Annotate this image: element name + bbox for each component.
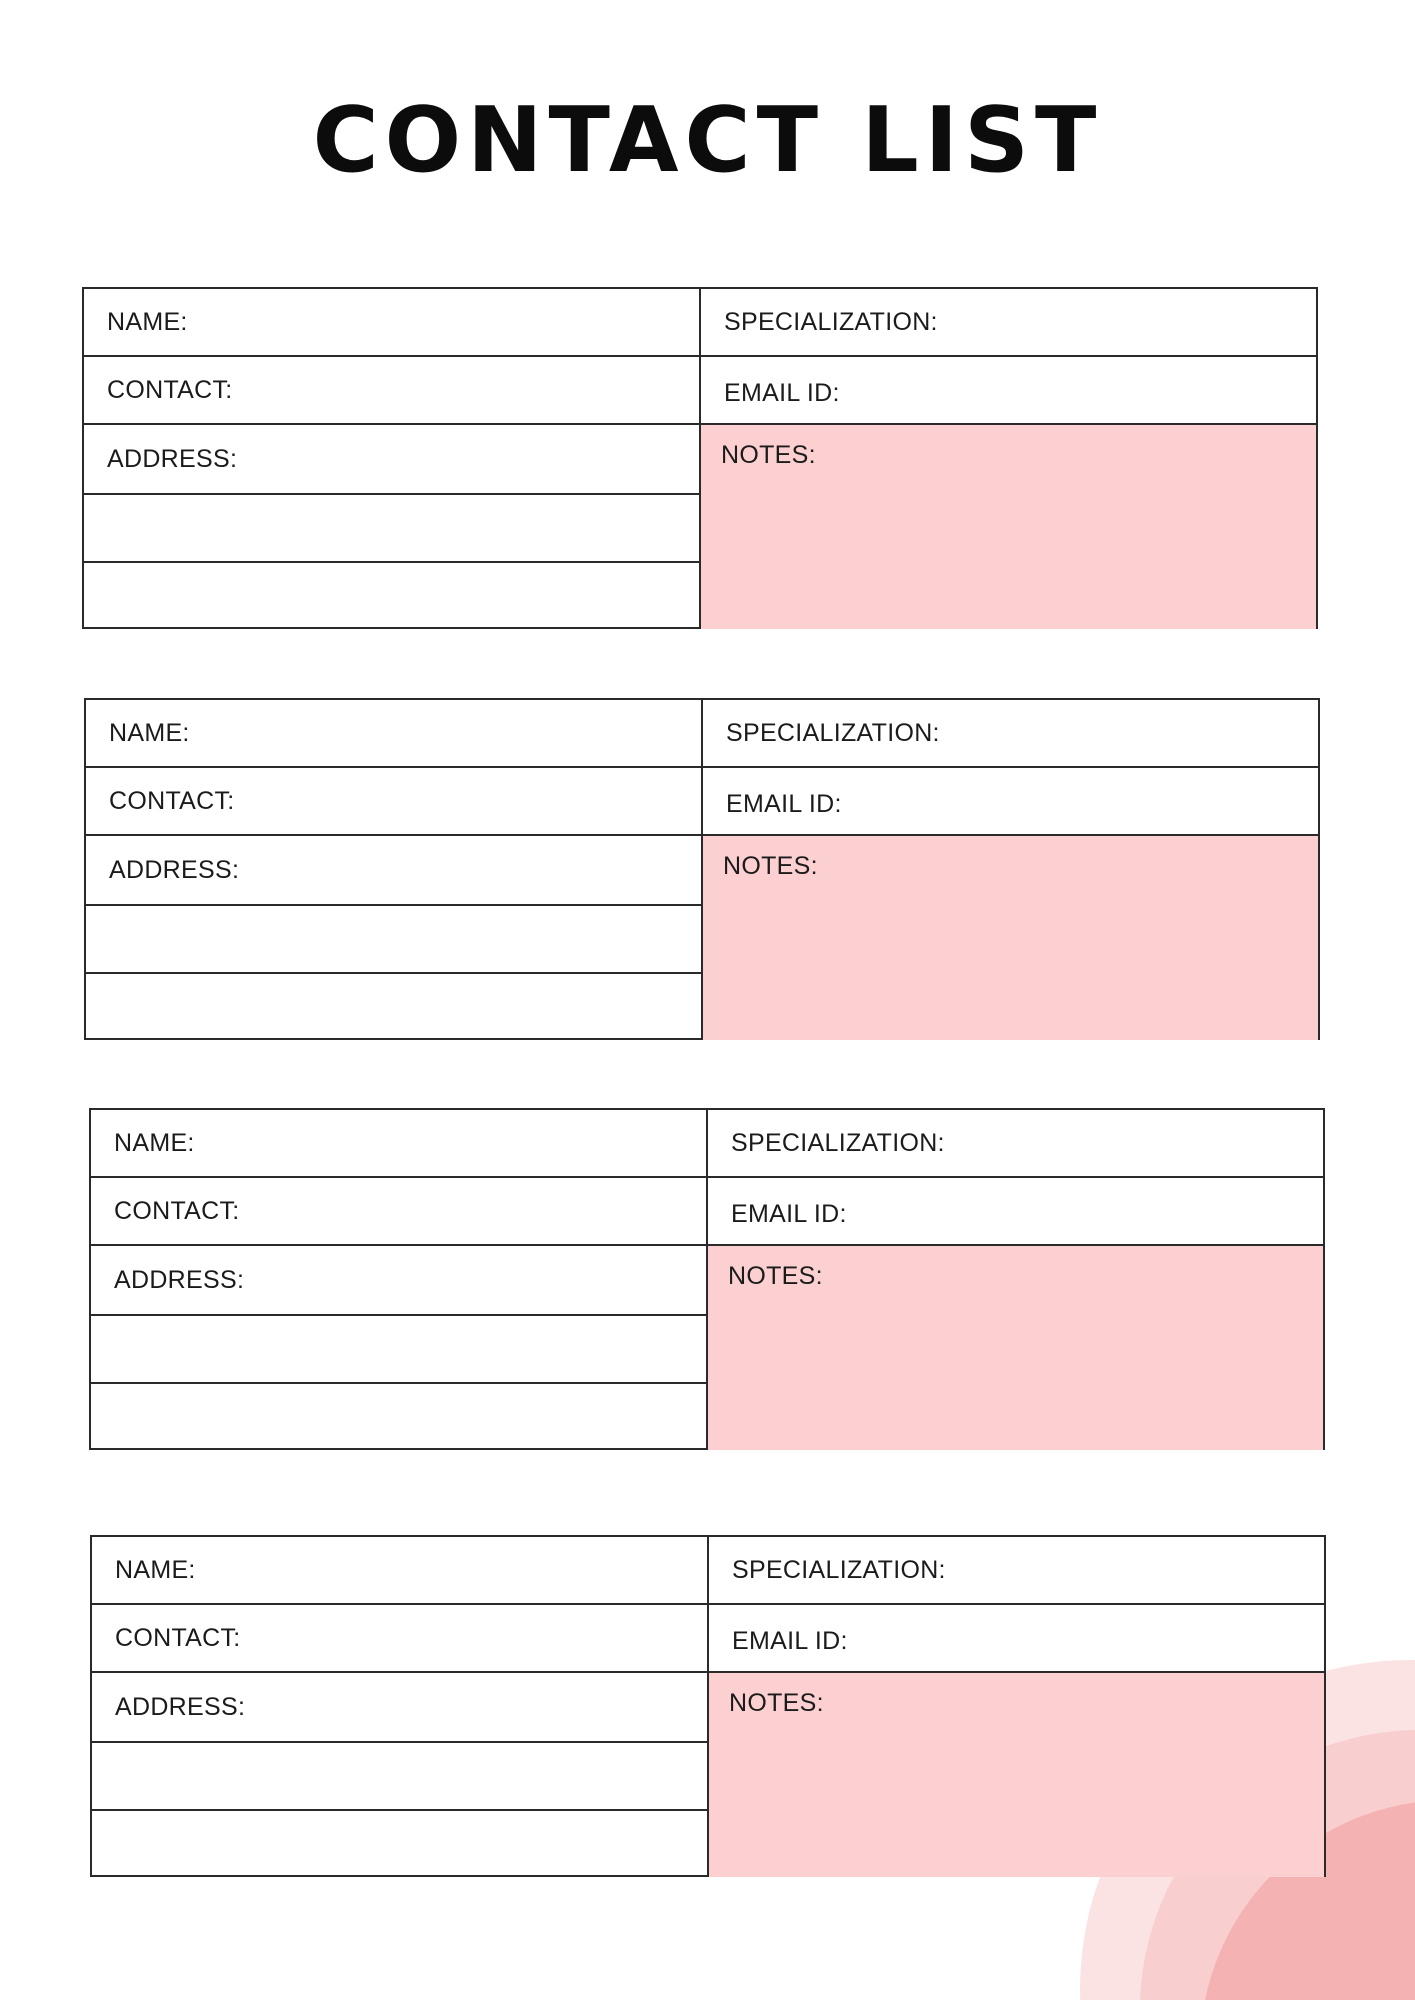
specialization-field[interactable] [703, 700, 1318, 768]
contact-field[interactable] [86, 768, 701, 836]
address-line-3[interactable] [92, 1811, 707, 1877]
address-line-2[interactable] [84, 495, 699, 563]
email-label: EMAIL ID: [726, 789, 842, 818]
card-right-column [703, 700, 1318, 1040]
email-field[interactable] [703, 768, 1318, 836]
notes-label: NOTES: [721, 441, 816, 469]
email-label: EMAIL ID: [731, 1199, 847, 1228]
email-label: EMAIL ID: [732, 1626, 848, 1655]
contact-label: CONTACT: [107, 375, 233, 404]
notes-label: NOTES: [728, 1262, 823, 1290]
contact-label: CONTACT: [114, 1196, 240, 1225]
name-label: NAME: [107, 307, 188, 336]
card-right-column [701, 289, 1316, 629]
address-field[interactable] [92, 1673, 707, 1743]
address-field[interactable] [86, 836, 701, 906]
address-label: ADDRESS: [114, 1265, 245, 1294]
card-right-column [709, 1537, 1324, 1877]
contact-card [82, 287, 1318, 629]
contact-card [89, 1108, 1325, 1450]
contact-field[interactable] [91, 1178, 706, 1246]
name-field[interactable] [86, 700, 701, 768]
card-left-column [84, 289, 701, 629]
card-left-column [86, 700, 703, 1040]
contact-field[interactable] [84, 357, 699, 425]
notes-area[interactable] [701, 425, 1316, 629]
page-title: CONTACT LIST [312, 88, 1103, 193]
email-label: EMAIL ID: [724, 378, 840, 407]
card-right-column [708, 1110, 1323, 1450]
address-line-2[interactable] [86, 906, 701, 974]
address-line-3[interactable] [86, 974, 701, 1040]
specialization-field[interactable] [709, 1537, 1324, 1605]
contact-label: CONTACT: [109, 786, 235, 815]
notes-area[interactable] [709, 1673, 1324, 1877]
notes-label: NOTES: [729, 1689, 824, 1717]
notes-label: NOTES: [723, 852, 818, 880]
name-label: NAME: [109, 718, 190, 747]
address-label: ADDRESS: [115, 1692, 246, 1721]
notes-area[interactable] [703, 836, 1318, 1040]
specialization-label: SPECIALIZATION: [724, 307, 938, 336]
specialization-label: SPECIALIZATION: [731, 1128, 945, 1157]
name-label: NAME: [114, 1128, 195, 1157]
contact-card [90, 1535, 1326, 1877]
address-line-2[interactable] [92, 1743, 707, 1811]
address-line-2[interactable] [91, 1316, 706, 1384]
address-line-3[interactable] [84, 563, 699, 629]
contact-field[interactable] [92, 1605, 707, 1673]
specialization-field[interactable] [708, 1110, 1323, 1178]
name-field[interactable] [92, 1537, 707, 1605]
address-field[interactable] [84, 425, 699, 495]
address-field[interactable] [91, 1246, 706, 1316]
contact-label: CONTACT: [115, 1623, 241, 1652]
specialization-label: SPECIALIZATION: [732, 1555, 946, 1584]
email-field[interactable] [708, 1178, 1323, 1246]
name-field[interactable] [91, 1110, 706, 1178]
specialization-field[interactable] [701, 289, 1316, 357]
card-left-column [91, 1110, 708, 1450]
email-field[interactable] [701, 357, 1316, 425]
address-label: ADDRESS: [107, 444, 238, 473]
card-left-column [92, 1537, 709, 1877]
address-label: ADDRESS: [109, 855, 240, 884]
address-line-3[interactable] [91, 1384, 706, 1450]
email-field[interactable] [709, 1605, 1324, 1673]
name-field[interactable] [84, 289, 699, 357]
name-label: NAME: [115, 1555, 196, 1584]
contact-card [84, 698, 1320, 1040]
specialization-label: SPECIALIZATION: [726, 718, 940, 747]
notes-area[interactable] [708, 1246, 1323, 1450]
